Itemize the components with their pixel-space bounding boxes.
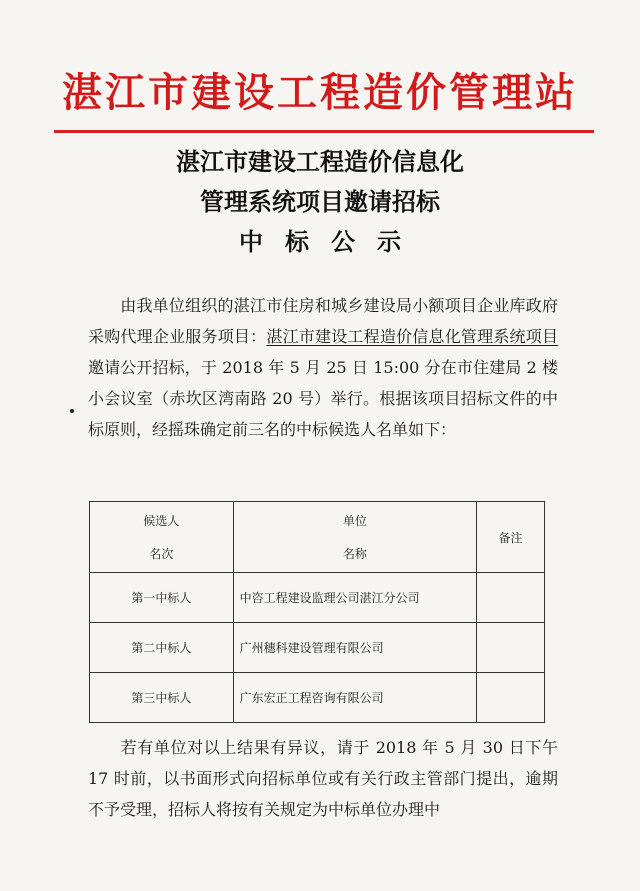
rank-cell: 第三中标人 bbox=[90, 673, 234, 723]
candidate-table-container bbox=[89, 501, 545, 723]
project-name-underlined: 湛江市建设工程造价信息化管理系统项目 bbox=[266, 327, 558, 346]
issuer-name: 湛江市建设工程造价管理站 bbox=[62, 69, 578, 116]
remark-cell bbox=[477, 673, 545, 723]
table-row bbox=[90, 673, 545, 723]
paragraph-text-after: 邀请公开招标，于 2018 年 5 月 25 日 15:00 分在市住建局 2 楼小会议室（赤坎区湾南路 20 号）举行。根据该项目招标文件的中标原则，经摇珠确定前三名的中标候选人名单如下： bbox=[88, 358, 558, 439]
table-row bbox=[90, 623, 545, 673]
margin-dot bbox=[70, 409, 74, 413]
header-rank-bottom: 名次 bbox=[149, 547, 174, 561]
objection-paragraph bbox=[88, 732, 558, 825]
objection-text: 若有单位对以上结果有异议，请于 2018 年 5 月 30 日下午 17 时前，以书面形式向招标单位或有关行政主管部门提出，逾期不予受理，招标人将按有关规定为中标单位办理中 bbox=[88, 738, 558, 819]
header-unit bbox=[233, 502, 476, 573]
unit-cell: 广东宏正工程咨询有限公司 bbox=[233, 673, 476, 723]
red-divider bbox=[54, 130, 594, 133]
table-row bbox=[90, 573, 545, 623]
document-title-line2: 管理系统项目邀请招标 bbox=[200, 187, 440, 216]
paragraph-text-before: 由我单位组织的湛江市住房和城乡建设局小额项目企业库政府采购代理企业服务项目： bbox=[88, 296, 558, 346]
header-remark: 备注 bbox=[477, 502, 545, 573]
unit-cell: 广州穗科建设管理有限公司 bbox=[233, 623, 476, 673]
announcement-paragraph bbox=[88, 290, 558, 445]
remark-cell bbox=[477, 573, 545, 623]
rank-cell: 第一中标人 bbox=[90, 573, 234, 623]
candidate-table bbox=[89, 501, 545, 723]
header-rank bbox=[90, 502, 234, 573]
unit-cell: 中咨工程建设监理公司湛江分公司 bbox=[233, 573, 476, 623]
header-unit-bottom: 名称 bbox=[342, 547, 367, 561]
header-rank-top: 候选人 bbox=[143, 514, 180, 528]
rank-cell: 第二中标人 bbox=[90, 623, 234, 673]
header-unit-top: 单位 bbox=[342, 514, 367, 528]
document-title-line1: 湛江市建设工程造价信息化 bbox=[176, 147, 464, 176]
remark-cell bbox=[477, 623, 545, 673]
document-title-line3: 中标公示 bbox=[239, 227, 423, 256]
table-header-row bbox=[90, 502, 545, 573]
